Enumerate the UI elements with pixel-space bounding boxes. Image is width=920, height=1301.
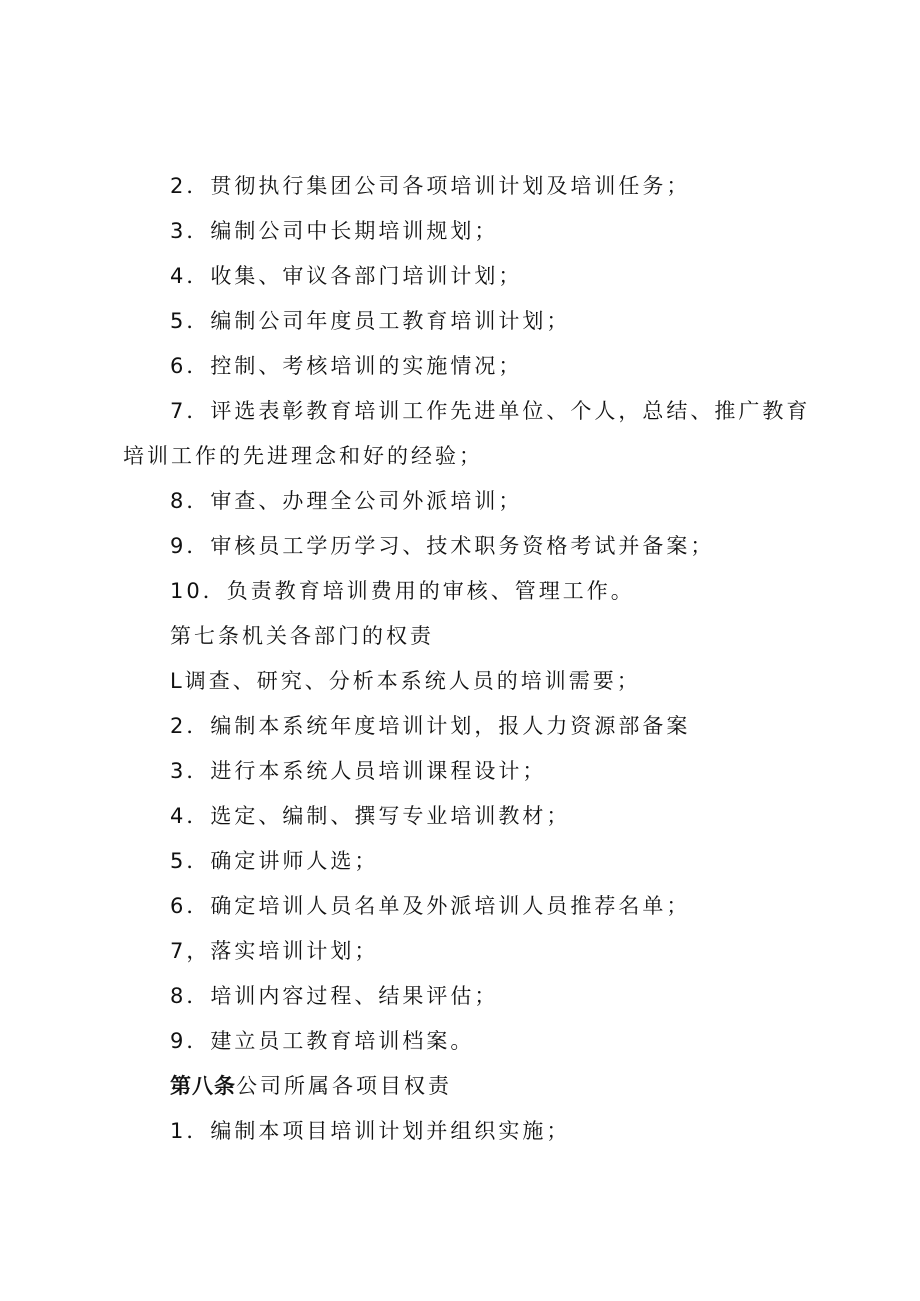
list-item-9: 9．审核员工学历学习、技术职务资格考试并备案；	[170, 534, 715, 558]
list-item-2: 2．贯彻执行集团公司各项培训计划及培训任务；	[170, 174, 691, 198]
list-item-3: 3．编制公司中长期培训规划；	[170, 219, 499, 243]
article-8-title: 公司所属各项目权责	[236, 1074, 452, 1098]
article-7-item-1: L调查、研究、分析本系统人员的培训需要；	[170, 669, 641, 693]
article-8-prefix: 第八条	[170, 1074, 236, 1098]
article-7-item-6: 6．确定培训人员名单及外派培训人员推荐名单；	[170, 894, 691, 918]
list-item-5: 5．编制公司年度员工教育培训计划；	[170, 309, 571, 333]
article-7-item-2: 2．编制本系统年度培训计划，报人力资源部备案	[170, 714, 691, 738]
list-item-10: 10．负责教育培训费用的审核、管理工作。	[170, 579, 635, 603]
article-7-heading: 第七条机关各部门的权责	[170, 624, 434, 648]
article-7-item-9: 9．建立员工教育培训档案。	[170, 1029, 475, 1053]
article-7-item-7: 7，落实培训计划；	[170, 939, 379, 963]
article-7-item-8: 8．培训内容过程、结果评估；	[170, 984, 499, 1008]
article-8-item-1: 1．编制本项目培训计划并组织实施；	[170, 1119, 571, 1143]
list-item-8: 8．审查、办理全公司外派培训；	[170, 489, 523, 513]
list-item-6: 6．控制、考核培训的实施情况；	[170, 354, 523, 378]
article-7-item-3: 3．进行本系统人员培训课程设计；	[170, 759, 547, 783]
list-item-7: 7．评选表彰教育培训工作先进单位、个人，总结、推广教育	[170, 399, 811, 423]
list-item-7-continued: 培训工作的先进理念和好的经验；	[123, 444, 483, 468]
article-7-item-5: 5．确定讲师人选；	[170, 849, 379, 873]
article-7-item-4: 4．选定、编制、撰写专业培训教材；	[170, 804, 571, 828]
list-item-4: 4．收集、审议各部门培训计划；	[170, 264, 523, 288]
article-8-heading	[0, 1071, 920, 1101]
